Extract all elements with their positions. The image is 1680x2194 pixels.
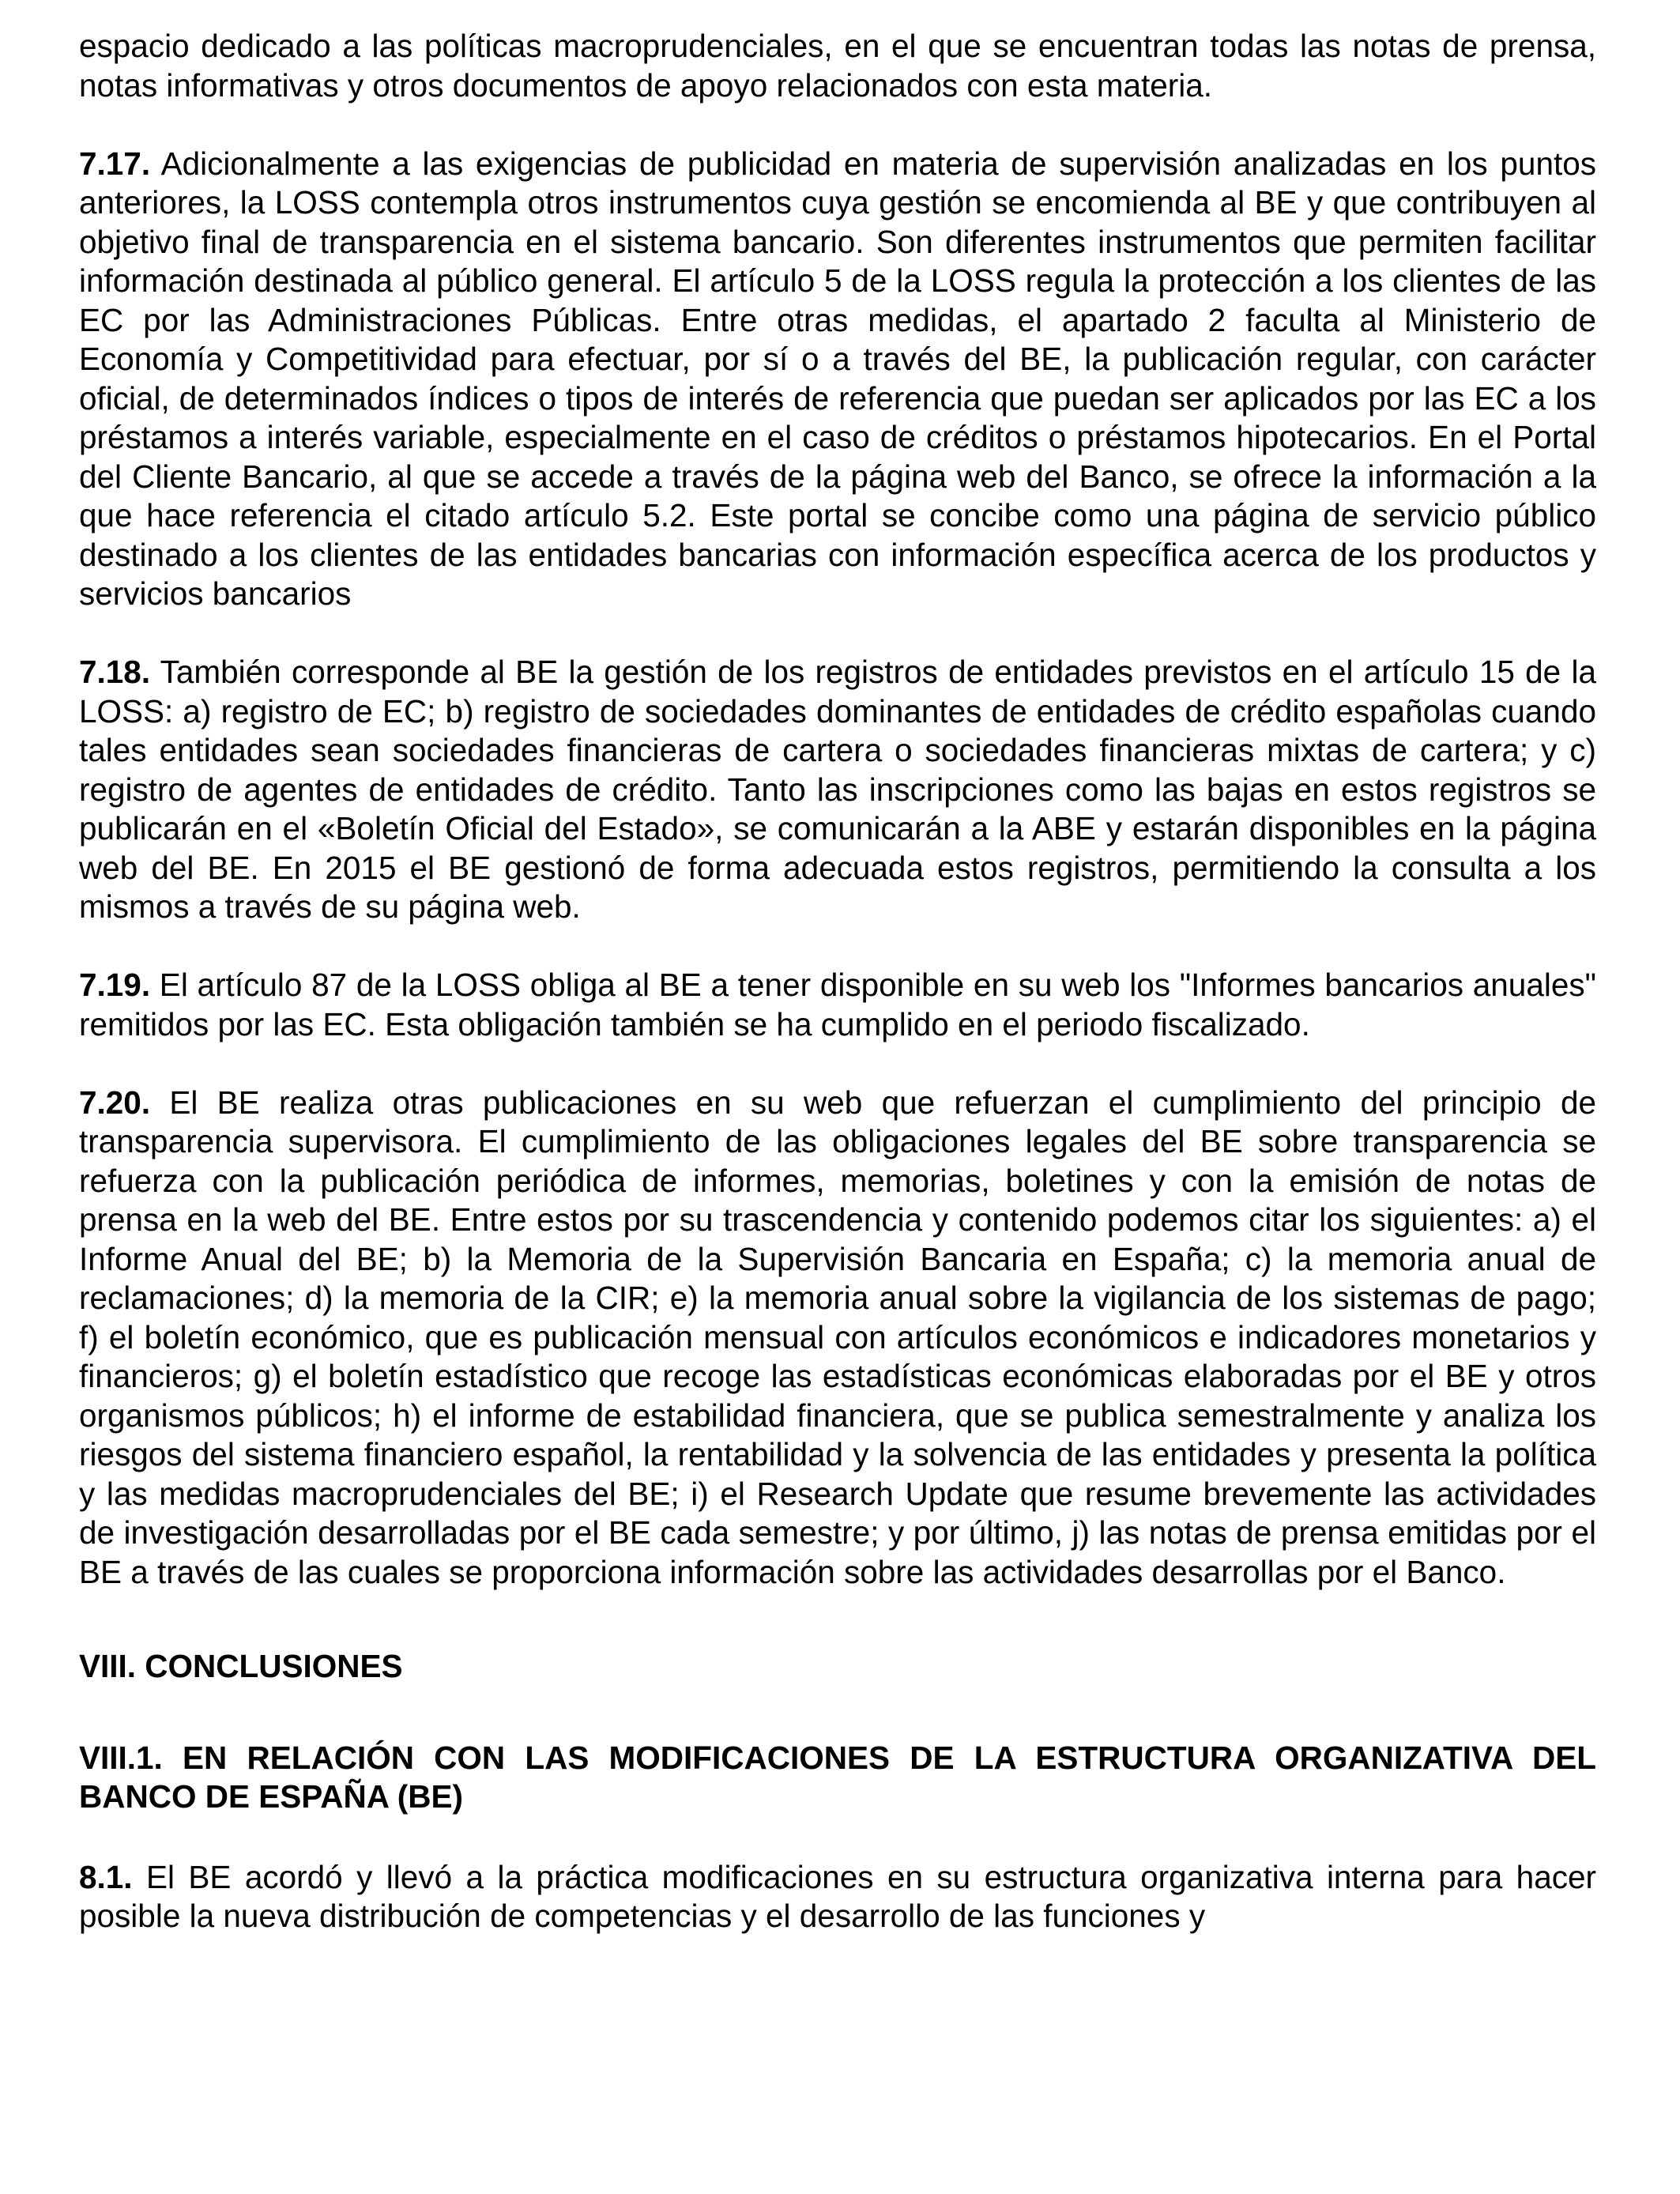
paragraph-number: 7.17. (79, 145, 151, 182)
paragraph-text: El BE acordó y llevó a la práctica modificaciones en su estructura organizativa interna para hacer posible la nueva distribución de competencias y el desarrollo de las funciones y (79, 1858, 1596, 1934)
paragraph-number: 7.19. (79, 967, 151, 1003)
paragraph-text: El BE realiza otras publicaciones en su web que refuerzan el cumplimiento del principio de transparencia supervisora. El cumplimiento de las obligaciones legales del BE sobre transparencia se refuerza con la publicación periódica de informes, memorias, boletines y con la emisión de notas de prensa en la web del BE. Entre estos por su trascendencia y contenido podemos citar los siguientes: a) el Informe Anual del BE; b) la Memoria de la Supervisión Bancaria en España; c) la memoria anual de reclamaciones; d) la memoria de la CIR; e) la memoria anual sobre la vigilancia de los sistemas de pago; f) el boletín económico, que es publicación mensual con artículos económicos e indicadores monetarios y financieros; g) el boletín estadístico que recoge las estadísticas económicas elaboradas por el BE y otros organismos públicos; h) el informe de estabilidad financiera, que se publica semestralmente y analiza los riesgos del sistema financiero español, la rentabilidad y la solvencia de las entidades y presenta la política y las medidas macroprudenciales del BE; i) el Research Update que resume brevemente las actividades de investigación desarrolladas por el BE cada semestre; y por último, j) las notas de prensa emitidas por el BE a través de las cuales se proporciona información sobre las actividades desarrollas por el Banco. (79, 1084, 1596, 1590)
paragraph-text: El artículo 87 de la LOSS obliga al BE a tener disponible en su web los "Informes bancarios anuales" remitidos por las EC. Esta obligación también se ha cumplido en el periodo fiscalizado. (79, 967, 1596, 1042)
section-heading: VIII. CONCLUSIONES (79, 1648, 403, 1684)
paragraph-7-19 (79, 966, 1596, 1044)
paragraph-8-1 (79, 1858, 1596, 1936)
paragraph-number: 7.20. (79, 1084, 151, 1121)
subsection-heading: VIII.1. EN RELACIÓN CON LAS MODIFICACIONES DE LA ESTRUCTURA ORGANIZATIVA DEL BANCO DE ESPAÑA (BE) (79, 1739, 1596, 1815)
document-page (79, 27, 1596, 1936)
paragraph-7-18 (79, 653, 1596, 927)
paragraph-7-20 (79, 1084, 1596, 1593)
paragraph-text: También corresponde al BE la gestión de los registros de entidades previstos en el artículo 15 de la LOSS: a) registro de EC; b) registro de sociedades dominantes de entidades de crédito españolas cuando tales entidades sean sociedades financieras de cartera o sociedades financieras mixtas de cartera; y c) registro de agentes de entidades de crédito. Tanto las inscripciones como las bajas en estos registros se publicarán en el «Boletín Oficial del Estado», se comunicarán a la ABE y estarán disponibles en la página web del BE. En 2015 el BE gestionó de forma adecuada estos registros, permitiendo la consulta a los mismos a través de su página web. (79, 654, 1596, 925)
paragraph-text: espacio dedicado a las políticas macroprudenciales, en el que se encuentran todas las notas de prensa, notas informativas y otros documentos de apoyo relacionados con esta materia. (79, 28, 1596, 104)
paragraph-7-17 (79, 145, 1596, 614)
paragraph-text: Adicionalmente a las exigencias de publicidad en materia de supervisión analizadas en los puntos anteriores, la LOSS contempla otros instrumentos cuya gestión se encomienda al BE y que contribuyen al objetivo final de transparencia en el sistema bancario. Son diferentes instrumentos que permiten facilitar información destinada al público general. El artículo 5 de la LOSS regula la protección a los clientes de las EC por las Administraciones Públicas. Entre otras medidas, el apartado 2 faculta al Ministerio de Economía y Competitividad para efectuar, por sí o a través del BE, la publicación regular, con carácter oficial, de determinados índices o tipos de interés de referencia que puedan ser aplicados por las EC a los préstamos a interés variable, especialmente en el caso de créditos o préstamos hipotecarios. En el Portal del Cliente Bancario, al que se accede a través de la página web del Banco, se ofrece la información a la que hace referencia el citado artículo 5.2. Este portal se concibe como una página de servicio público destinado a los clientes de las entidades bancarias con información específica acerca de los productos y servicios bancarios (79, 145, 1596, 612)
paragraph-number: 7.18. (79, 654, 151, 690)
paragraph-continuation (79, 27, 1596, 105)
paragraph-number: 8.1. (79, 1858, 133, 1895)
